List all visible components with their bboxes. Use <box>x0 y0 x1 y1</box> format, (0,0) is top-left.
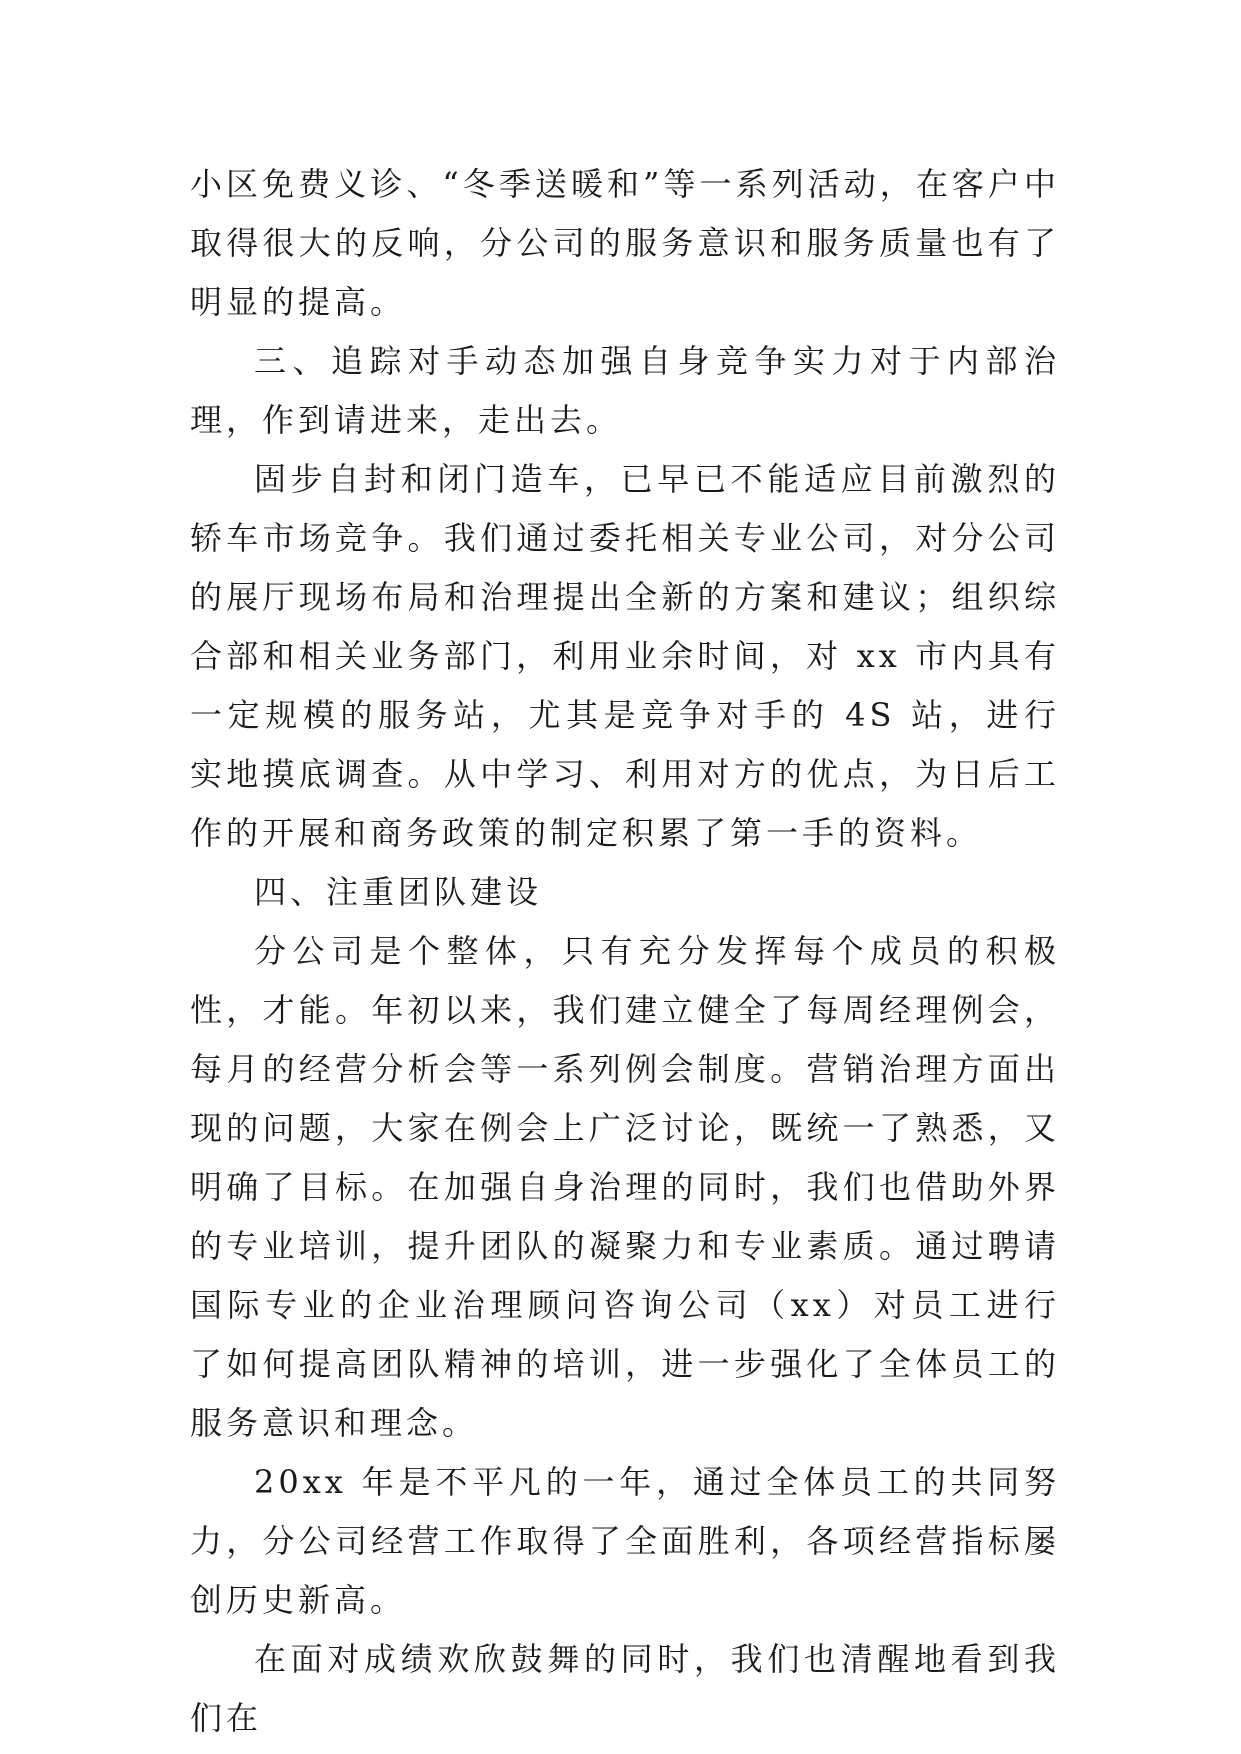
paragraph-heading-four: 四、注重团队建设 <box>254 873 543 911</box>
paragraph-heading-three: 三、追踪对手动态加强自身竞争实力对于内部治理，作到请进来，走出去。 <box>190 342 1060 439</box>
paragraph: 固步自封和闭门造车，已早已不能适应目前激烈的轿车市场竞争。我们通过委托相关专业公司，对分公司的展厅现场布局和治理提出全新的方案和建议；组织综合部和相关业务部门，利用业余时间，对 xx 市内具有一定规模的服务站，尤其是竞争对手的 4S 站，进行实地摸底调查。从中学习、利用对方的优点，为日后工作的开展和商务政策的制定积累了第一手的资料。 <box>190 460 1060 852</box>
paragraph: 20xx 年是不平凡的一年，通过全体员工的共同努力，分公司经营工作取得了全面胜利，各项经营指标屡创历史新高。 <box>190 1463 1060 1619</box>
paragraph: 小区免费义诊、“冬季送暖和”等一系列活动，在客户中取得很大的反响，分公司的服务意识和服务质量也有了明显的提高。 <box>190 165 1060 321</box>
paragraph: 分公司是个整体，只有充分发挥每个成员的积极性，才能。年初以来，我们建立健全了每周经理例会，每月的经营分析会等一系列例会制度。营销治理方面出现的问题，大家在例会上广泛讨论，既统一了熟悉，又明确了目标。在加强自身治理的同时，我们也借助外界的专业培训，提升团队的凝聚力和专业素质。通过聘请国际专业的企业治理顾问咨询公司（xx）对员工进行了如何提高团队精神的培训，进一步强化了全体员工的服务意识和理念。 <box>190 932 1060 1442</box>
paragraph: 在面对成绩欢欣鼓舞的同时，我们也清醒地看到我们在 <box>190 1640 1060 1737</box>
document-body <box>190 155 1060 1748</box>
